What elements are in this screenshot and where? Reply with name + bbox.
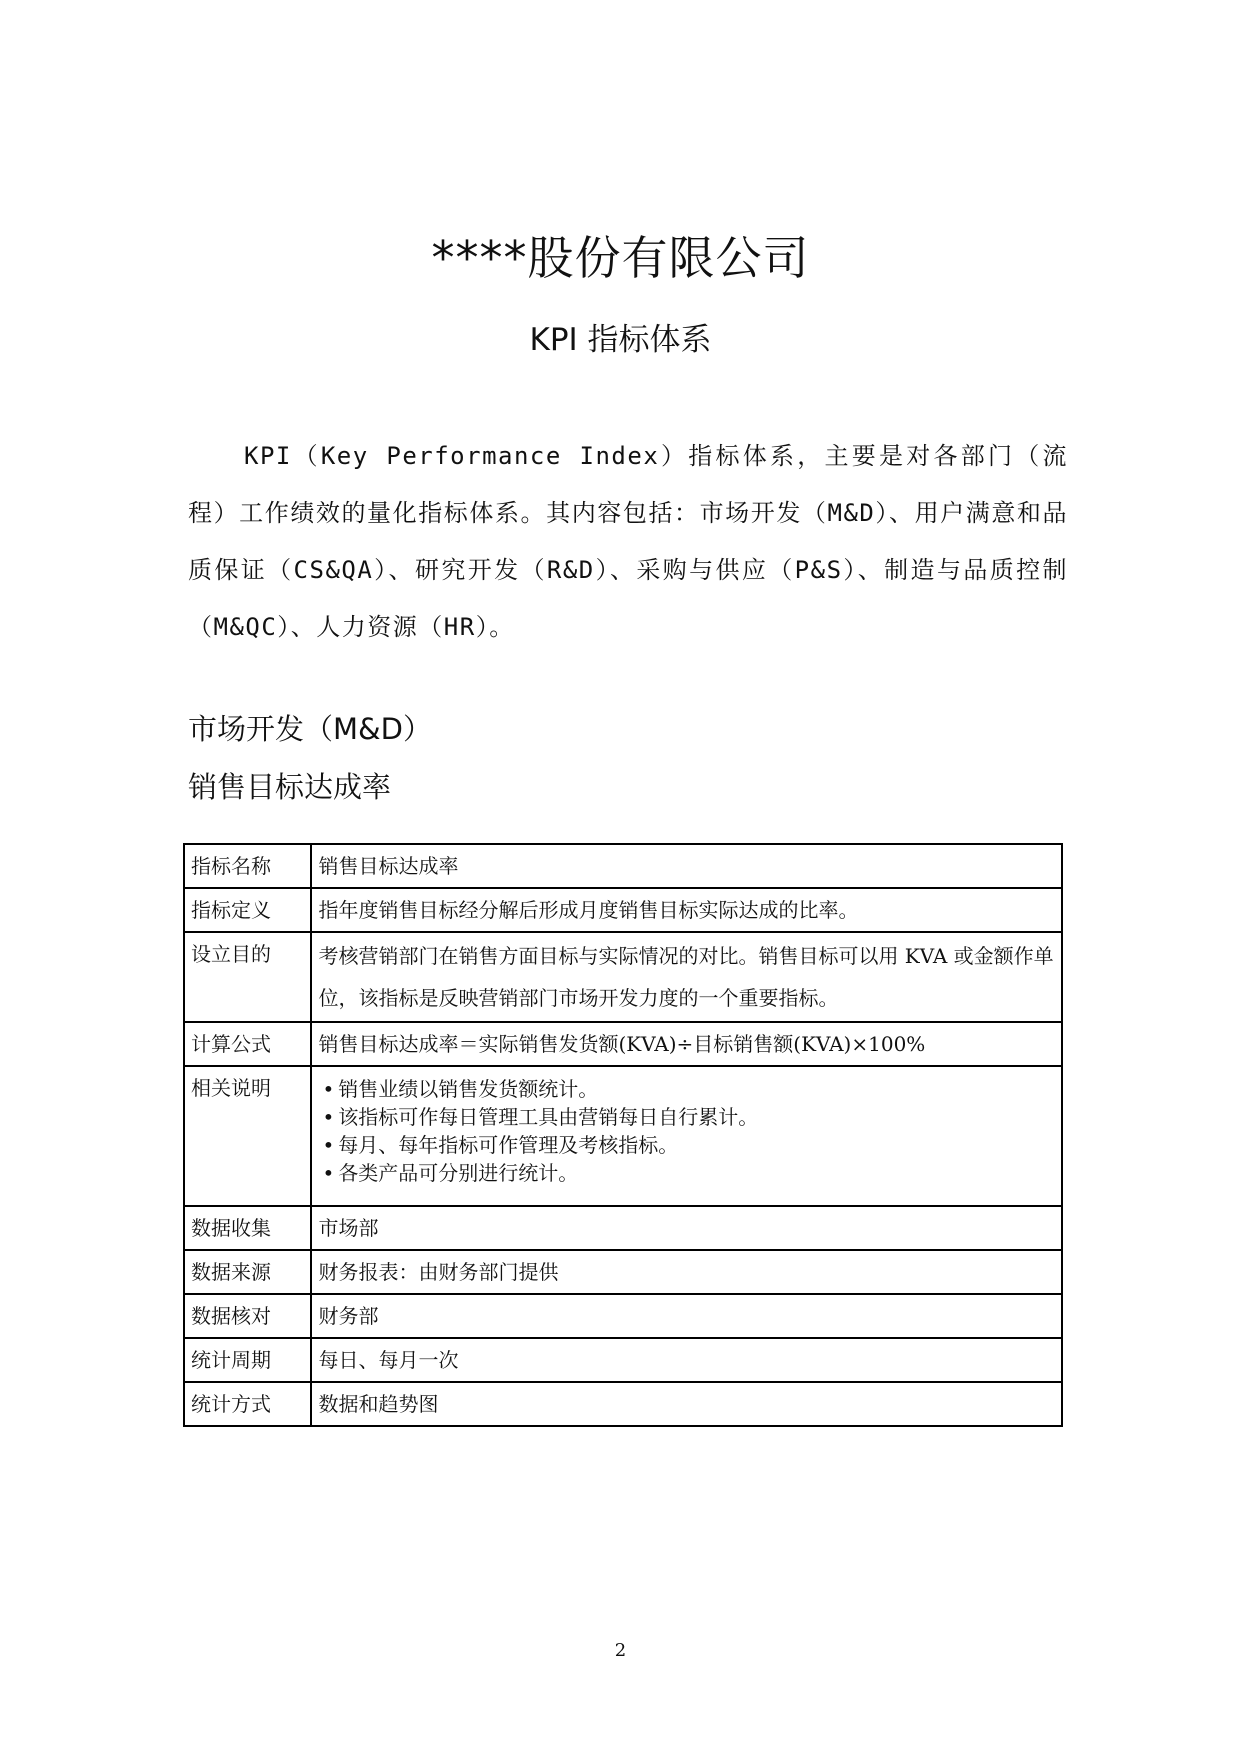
section-heading: 市场开发（M&D） bbox=[188, 712, 432, 746]
row-label: 相关说明 bbox=[184, 1066, 311, 1206]
row-label: 统计周期 bbox=[184, 1338, 311, 1382]
row-value: 财务部 bbox=[311, 1294, 1062, 1338]
list-item: • 每月、每年指标可作管理及考核指标。 bbox=[322, 1131, 1055, 1159]
row-label: 统计方式 bbox=[184, 1382, 311, 1426]
table-row-verification bbox=[184, 1294, 1062, 1338]
row-value: 每日、每月一次 bbox=[311, 1338, 1062, 1382]
table-row-notes bbox=[184, 1066, 1062, 1206]
row-label: 计算公式 bbox=[184, 1022, 311, 1066]
table-row-formula bbox=[184, 1022, 1062, 1066]
table-row-name bbox=[184, 844, 1062, 888]
page-title: ****股份有限公司 bbox=[431, 231, 810, 285]
row-label: 设立目的 bbox=[184, 932, 311, 1022]
table-row-definition bbox=[184, 888, 1062, 932]
row-value bbox=[311, 1066, 1062, 1206]
row-value: 财务报表：由财务部门提供 bbox=[311, 1250, 1062, 1294]
row-value: 指年度销售目标经分解后形成月度销售目标实际达成的比率。 bbox=[311, 888, 1062, 932]
row-value: 考核营销部门在销售方面目标与实际情况的对比。销售目标可以用 KVA 或金额作单位，该指标是反映营销部门市场开发力度的一个重要指标。 bbox=[311, 932, 1062, 1022]
intro-paragraph: KPI（Key Performance Index）指标体系，主要是对各部门（流程）工作绩效的量化指标体系。其内容包括：市场开发（M&D）、用户满意和品质保证（CS&QA）、研究开发（R&D）、采购与供应（P&S）、制造与品质控制（M&QC）、人力资源（HR）。 bbox=[188, 442, 1068, 641]
row-label: 指标定义 bbox=[184, 888, 311, 932]
row-label: 指标名称 bbox=[184, 844, 311, 888]
table-row-method bbox=[184, 1382, 1062, 1426]
table-row-source bbox=[184, 1250, 1062, 1294]
row-value: 销售目标达成率 bbox=[311, 844, 1062, 888]
row-label: 数据收集 bbox=[184, 1206, 311, 1250]
row-label: 数据核对 bbox=[184, 1294, 311, 1338]
notes-list bbox=[318, 1075, 1055, 1187]
page-subtitle: KPI 指标体系 bbox=[529, 322, 712, 358]
table-row-collection bbox=[184, 1206, 1062, 1250]
list-item: • 销售业绩以销售发货额统计。 bbox=[322, 1075, 1055, 1103]
row-label: 数据来源 bbox=[184, 1250, 311, 1294]
row-value: 数据和趋势图 bbox=[311, 1382, 1062, 1426]
table-row-purpose bbox=[184, 932, 1062, 1022]
row-value: 销售目标达成率＝实际销售发货额(KVA)÷目标销售额(KVA)×100% bbox=[311, 1022, 1062, 1066]
row-value: 市场部 bbox=[311, 1206, 1062, 1250]
table-row-period bbox=[184, 1338, 1062, 1382]
list-item: • 各类产品可分别进行统计。 bbox=[322, 1159, 1055, 1187]
kpi-table bbox=[183, 843, 1063, 1427]
list-item: • 该指标可作每日管理工具由营销每日自行累计。 bbox=[322, 1103, 1055, 1131]
kpi-heading: 销售目标达成率 bbox=[188, 770, 392, 804]
page-number: 2 bbox=[614, 1640, 627, 1661]
